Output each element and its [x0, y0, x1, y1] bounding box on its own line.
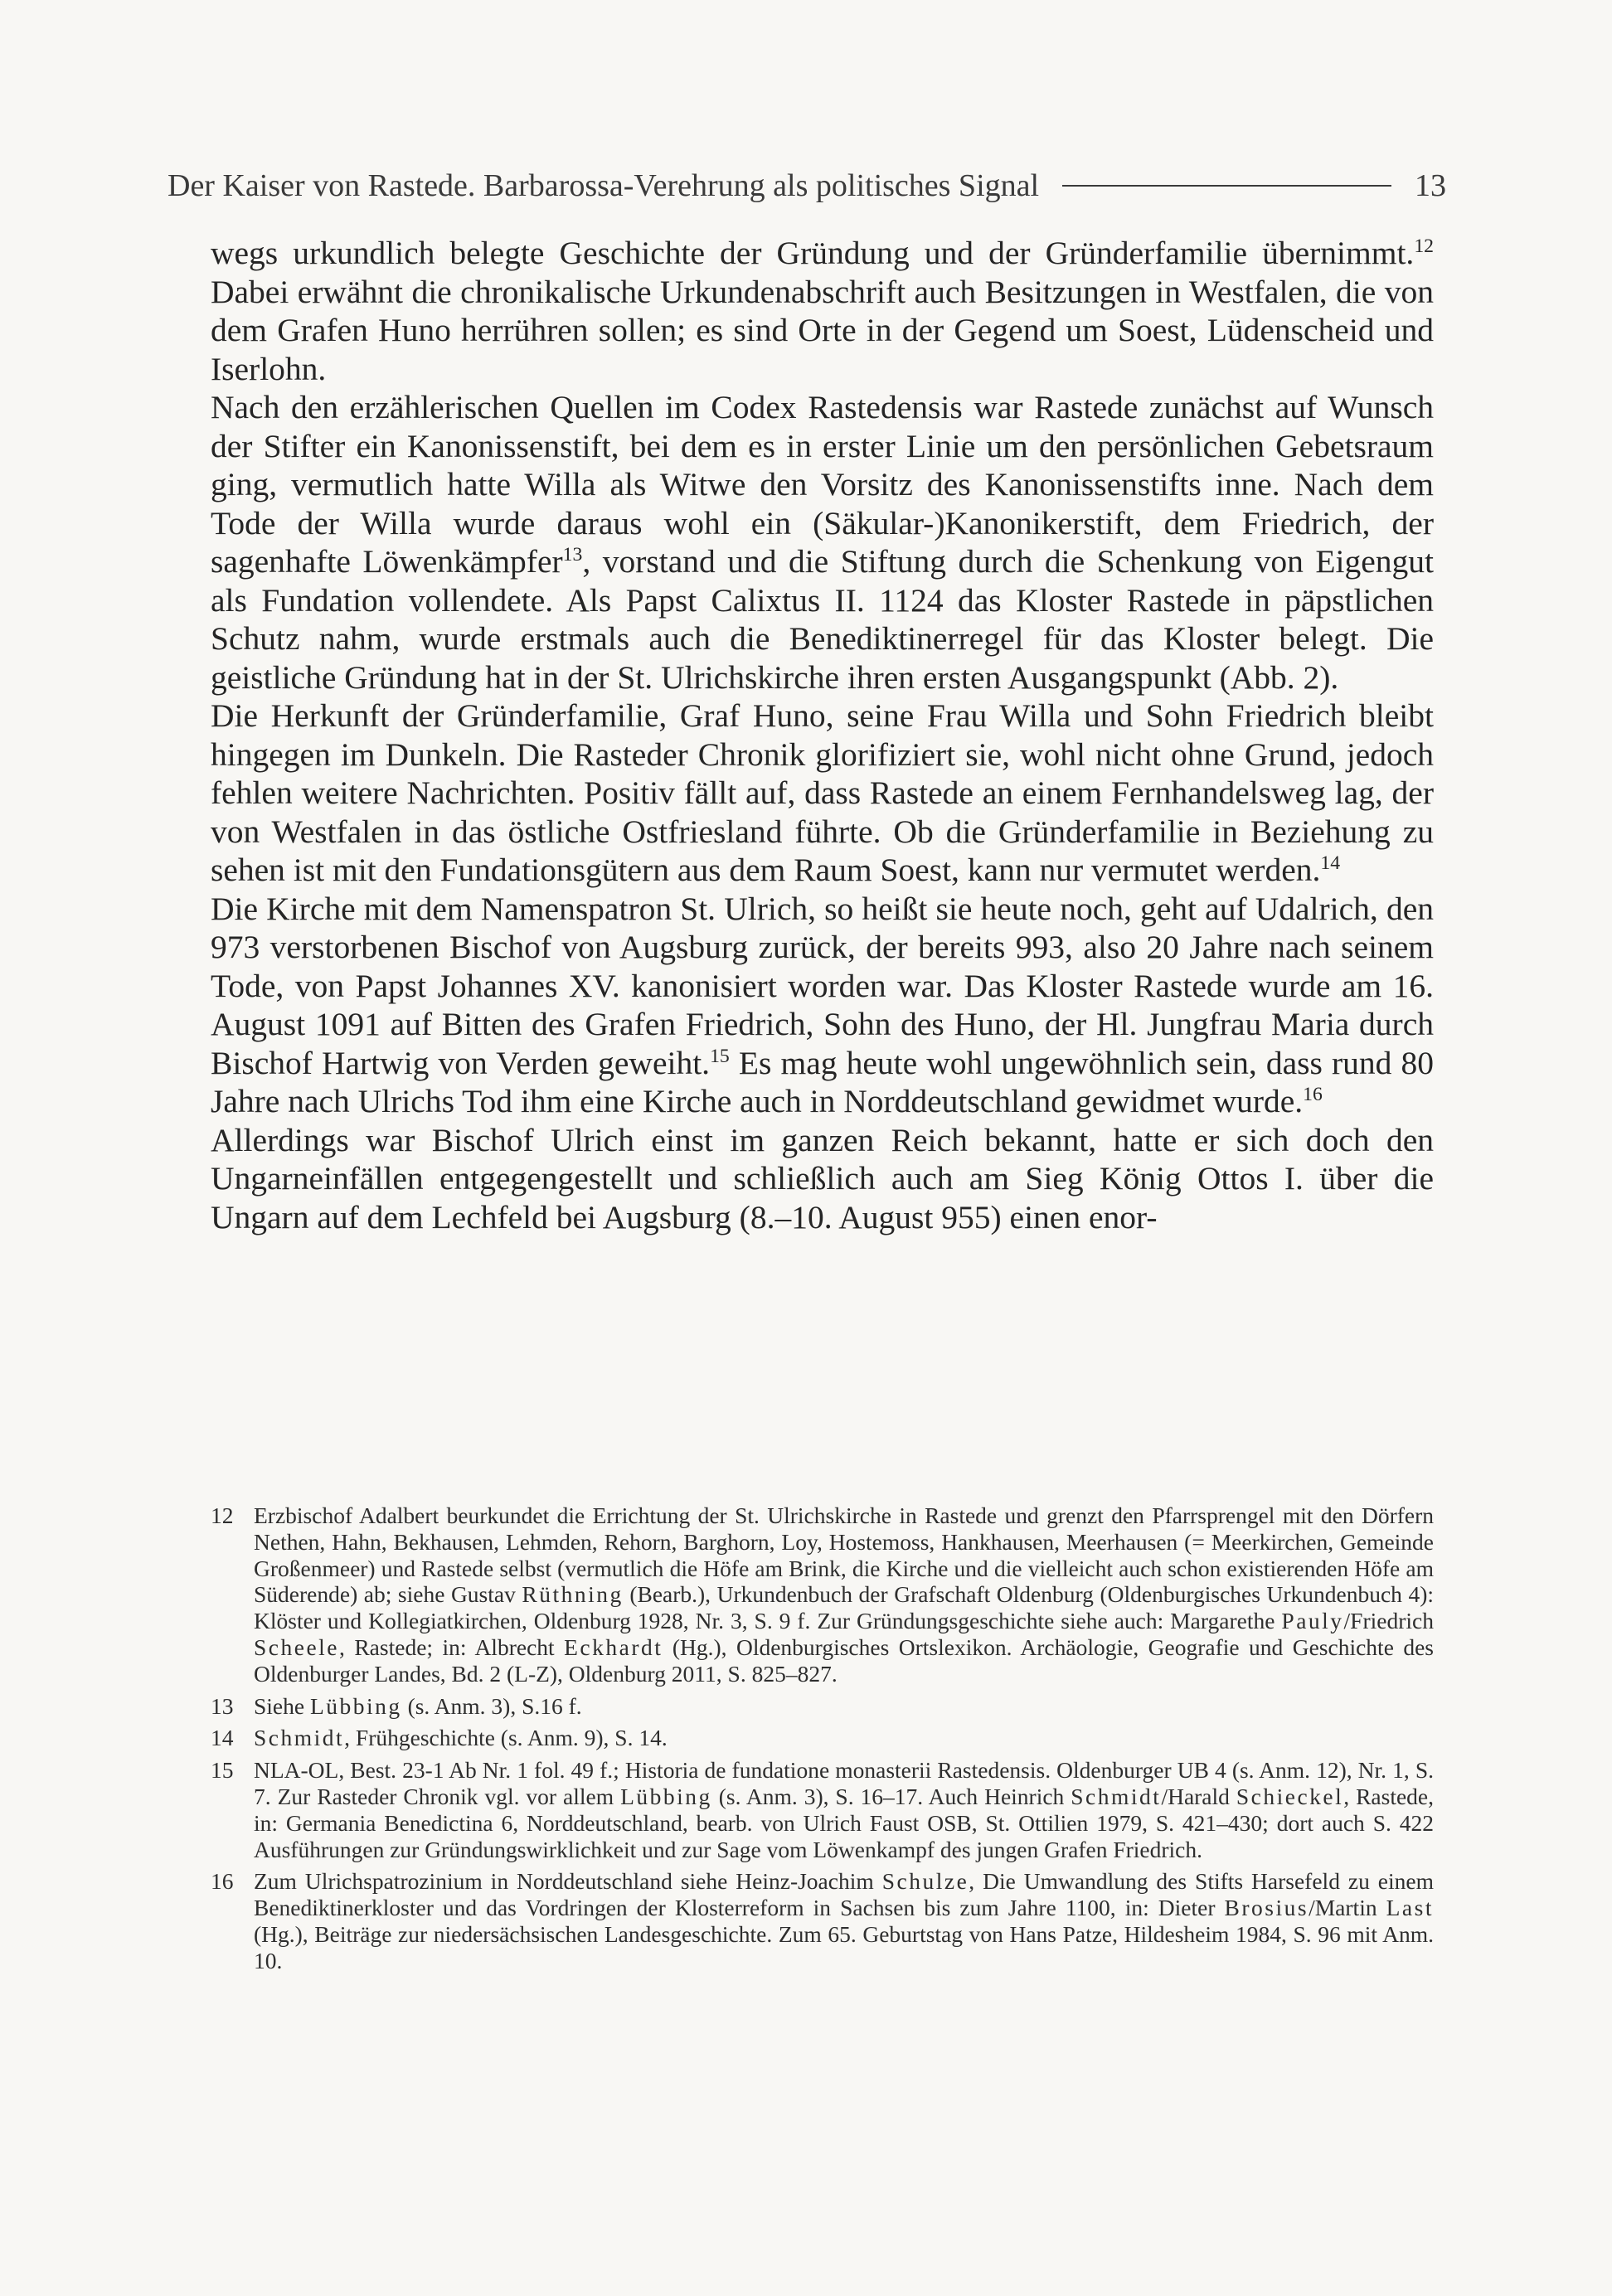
footnote-text: Zum Ulrichspatrozinium in Norddeutschland siehe Heinz-Joachim	[254, 1868, 882, 1895]
running-head-rule	[1062, 185, 1391, 187]
running-head-title: Der Kaiser von Rastede. Barbarossa-Verehrung als politisches Signal	[168, 168, 1040, 203]
author-name: Schulze	[881, 1868, 969, 1895]
page-number: 13	[1415, 168, 1446, 203]
footnote-ref: 12	[1414, 235, 1434, 257]
author-name: Schmidt	[1071, 1783, 1162, 1809]
paragraph-text: wegs urkundlich belegte Geschichte der Gründung und der Gründerfamilie übernimmt.	[211, 235, 1415, 271]
footnote-number: 14	[211, 1725, 234, 1751]
footnote-text: /Harald	[1161, 1783, 1236, 1809]
footnote-text: (Hg.), Beiträge zur niedersächsischen Landesgeschichte. Zum 65. Geburtstag von Hans Patze, Hildesheim 1984, S. 96 mit Anm. 10.	[254, 1920, 1434, 1973]
paragraph	[211, 890, 1434, 1121]
paragraph	[211, 234, 1434, 388]
footnote-text: (Hg.), Oldenburgisches Ortslexikon. Archäologie, Geografie und Geschichte des Oldenburger Landes, Bd. 2 (L-Z), Oldenburg 2011, S. 825–827.	[254, 1633, 1435, 1687]
footnote	[211, 1502, 1434, 1687]
author-name: Lübbing	[620, 1783, 712, 1809]
author-name: Rüthning	[522, 1581, 624, 1608]
footnote-text: (Bearb.), Urkundenbuch der Grafschaft Oldenburg (Oldenburgisches Urkundenbuch 4): Klöster und Kollegiatkirchen, Oldenburg 1928, Nr. 3, S. 9 f. Zur Gründungsgeschichte siehe auch: Margarethe	[254, 1581, 1434, 1634]
footnote-text: Siehe	[254, 1692, 310, 1719]
footnote-ref: 16	[1303, 1083, 1323, 1105]
main-text	[211, 234, 1434, 1236]
footnote-text: , Frühgeschichte (s. Anm. 9), S. 14.	[344, 1725, 668, 1751]
author-name: Last	[1386, 1895, 1434, 1921]
footnote-number: 16	[211, 1868, 234, 1895]
paragraph-text: Nach den erzählerischen Quellen im Codex Rastedensis war Rastede zunächst auf Wunsch der Stifter ein Kanonissenstift, bei dem es in erster Linie um den persönlichen Gebetsraum ging, vermutlich hatte Willa als Witwe den Vorsitz des Kanonissenstifts inne. Nach dem Tode der Willa wurde daraus wohl ein (Säkular-)Kanonikerstift, dem Friedrich, der sagenhafte Löwenkämpfer	[211, 389, 1434, 580]
footnote-number: 12	[211, 1502, 234, 1528]
author-name: Eckhardt	[564, 1633, 663, 1660]
running-head	[168, 163, 1446, 209]
footnote	[211, 1757, 1434, 1862]
paragraph-text: Die Kirche mit dem Namenspatron St. Ulrich, so heißt sie heute noch, geht auf Udalrich, den 973 verstorbenen Bischof von Augsburg zurück, der bereits 993, also 20 Jahre nach seinem Tode, von Papst Johannes XV. kanonisiert worden war. Das Kloster Rastede wurde am 16. August 1091 auf Bitten des Grafen Friedrich, Sohn des Huno, der Hl. Jungfrau Maria durch Bischof Hartwig von Verden geweiht.	[211, 890, 1434, 1081]
author-name: Brosius	[1224, 1895, 1309, 1921]
footnotes	[211, 1502, 1434, 1980]
footnote-text: /Martin	[1309, 1895, 1386, 1921]
footnote-text: /Friedrich	[1343, 1608, 1434, 1634]
footnote-text: , Rastede, in: Germania Benedictina 6, Norddeutschland, bearb. von Ulrich Faust OSB, St. Ottilien 1979, S. 421–430; dort auch S. 422 Ausführungen zur Gründungswirklichkeit und zur Sage vom Löwenkampf des jungen Grafen Friedrich.	[254, 1783, 1434, 1862]
footnote-text: , Die Umwandlung des Stifts Harsefeld zu einem Benediktinerkloster und das Vordringen der Klosterreform in Sachsen bis zum Jahre 1100, in: Dieter	[254, 1868, 1434, 1921]
paragraph-text: Allerdings war Bischof Ulrich einst im ganzen Reich bekannt, hatte er sich doch den Ungarneinfällen entgegengestellt und schließlich auch am Sieg König Ottos I. über die Ungarn auf dem Lechfeld bei Augsburg (8.–10. August 955) einen enor-	[211, 1121, 1434, 1235]
footnote-text: , Rastede; in: Albrecht	[339, 1633, 565, 1660]
footnote-number: 13	[211, 1692, 234, 1719]
paragraph	[211, 388, 1434, 697]
footnote-ref: 14	[1320, 852, 1341, 874]
author-name: Schieckel	[1236, 1783, 1344, 1809]
paragraph	[211, 1121, 1434, 1237]
author-name: Schmidt	[254, 1725, 345, 1751]
footnote	[211, 1868, 1434, 1973]
paragraph-text: Dabei erwähnt die chronikalische Urkundenabschrift auch Besitzungen in Westfalen, die von dem Grafen Huno herrühren sollen; es sind Orte in der Gegend um Soest, Lüdenscheid und Iserlohn.	[211, 273, 1434, 387]
paragraph-text: Die Herkunft der Gründerfamilie, Graf Huno, seine Frau Willa und Sohn Friedrich bleibt hingegen im Dunkeln. Die Rasteder Chronik glorifiziert sie, wohl nicht ohne Grund, jedoch fehlen weitere Nachrichten. Positiv fällt auf, dass Rastede an einem Fernhandelsweg lag, der von Westfalen in das östliche Ostfriesland führte. Ob die Gründerfamilie in Beziehung zu sehen ist mit den Fundationsgütern aus dem Raum Soest, kann nur vermutet werden.	[211, 697, 1434, 888]
footnote-text: Erzbischof Adalbert beurkundet die Errichtung der St. Ulrichskirche in Rastede und grenzt den Pfarrsprengel mit den Dörfern Nethen, Hahn, Bekhausen, Lehmden, Rehorn, Barghorn, Loy, Hostemoss, Hankhausen, Meerhausen (= Meerkirchen, Gemeinde Großenmeer) und Rastede selbst (vermutlich die Höfe am Brink, die Kirche und die vielleicht auch schon existierenden Höfe am Süderende) ab; siehe Gustav	[254, 1502, 1434, 1608]
paragraph-text: Es mag heute wohl ungewöhnlich sein, dass rund 80 Jahre nach Ulrichs Tod ihm eine Kirche auch in Norddeutschland gewidmet wurde.	[211, 1044, 1434, 1119]
footnote	[211, 1725, 1434, 1751]
footnote-ref: 13	[562, 543, 583, 566]
footnote	[211, 1693, 1434, 1720]
footnote-text: (s. Anm. 3), S. 16–17. Auch Heinrich	[711, 1783, 1071, 1809]
paragraph-text: , vorstand und die Stiftung durch die Schenkung von Eigengut als Fundation vollendete. Als Papst Calixtus II. 1124 das Kloster Rastede in päpstlichen Schutz nahm, wurde erstmals auch die Benediktinerregel für das Kloster belegt. Die geistliche Gründung hat in der St. Ulrichskirche ihren ersten Ausgangspunkt (Abb. 2).	[211, 543, 1434, 696]
footnote-text: NLA-OL, Best. 23-1 Ab Nr. 1 fol. 49 f.; Historia de fundatione monasterii Rastedensis. Oldenburger UB 4 (s. Anm. 12), Nr. 1, S. 7. Zur Rasteder Chronik vgl. vor allem	[254, 1757, 1434, 1809]
author-name: Lübbing	[309, 1692, 402, 1719]
author-name: Scheele	[254, 1633, 340, 1660]
footnote-text: (s. Anm. 3), S.16 f.	[401, 1692, 582, 1719]
footnote-number: 15	[211, 1757, 234, 1784]
footnote-ref: 15	[710, 1045, 730, 1067]
paragraph	[211, 697, 1434, 890]
author-name: Pauly	[1281, 1608, 1344, 1634]
